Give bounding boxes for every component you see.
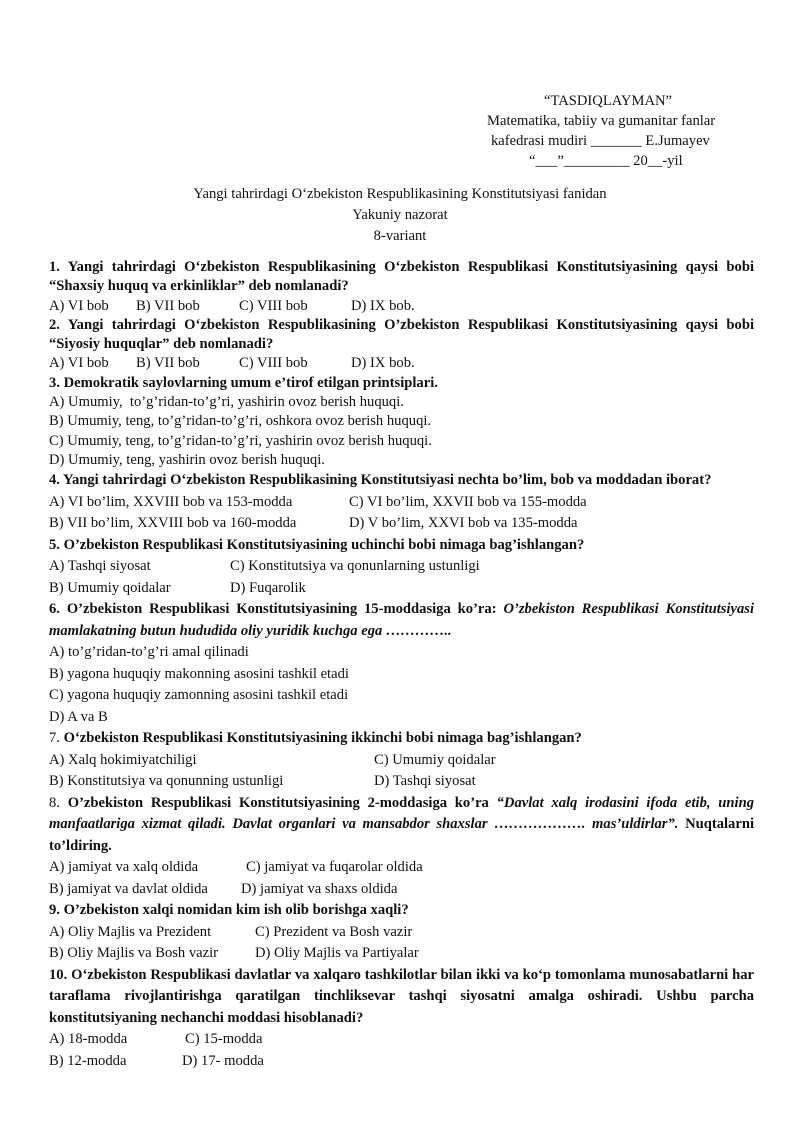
- option-d: D) IX bob.: [351, 355, 415, 372]
- options-row: [49, 879, 754, 901]
- question-1: [49, 258, 754, 316]
- question-2: [49, 316, 754, 374]
- question-10: [49, 965, 754, 1073]
- option-b: B) jamiyat va davlat oldida: [49, 880, 208, 897]
- option-a: A) Tashqi siyosat: [49, 558, 151, 575]
- option-c: C) VI bo’lim, XXVII bob va 155-modda: [349, 493, 587, 510]
- option-c: C) 15-modda: [185, 1031, 263, 1048]
- option-b: B) Umumiy, teng, to’g’ridan-to’g’ri, oshkora ovoz berish huquqi.: [49, 413, 432, 430]
- approval-date: “___”_________ 20__-yil: [529, 153, 683, 169]
- question-lead: 6. O’zbekiston Respublikasi Konstitutsiyasining 15-moddasiga ko’ra:: [49, 601, 504, 618]
- options-row: [49, 1029, 754, 1051]
- option-a: A) VI bob: [49, 355, 109, 372]
- option-d: D) V bo’lim, XXVI bob va 135-modda: [349, 515, 578, 532]
- question-5: [49, 535, 754, 600]
- option-b: B) Konstitutsiya va qonunning ustunligi: [49, 773, 284, 790]
- options-row: [49, 354, 754, 373]
- option-b: B) yagona huquqiy makonning asosini tashkil etadi: [49, 665, 349, 682]
- question-4: [49, 470, 754, 535]
- question-body: O‘zbekiston Respublikasi Konstitutsiyasining ikkinchi bobi nimaga bag’ishlangan?: [63, 730, 582, 747]
- question-number: 7.: [49, 730, 64, 747]
- option-b: B) Oliy Majlis va Bosh vazir: [49, 945, 219, 962]
- exam-type: Yakuniy nazorat: [352, 207, 448, 223]
- question-text: 9. O’zbekiston xalqi nomidan kim ish olib borishga xaqli?: [49, 902, 409, 919]
- question-text: 2. Yangi tahrirdagi O‘zbekiston Respublikasining O’zbekiston Respublikasi Konstitutsiyasining qaysi bobi “Siyosiy huquqlar” deb nomlanadi?: [49, 316, 754, 353]
- option-a: A) Umumiy, to’g’ridan-to’g’ri, yashirin ovoz berish huquqi.: [49, 394, 404, 411]
- option-b: B) VII bob: [136, 355, 200, 372]
- approval-signature: kafedrasi mudiri _______ E.Jumayev: [491, 133, 710, 149]
- question-lead: O’zbekiston Respublikasi Konstitutsiyasining 2-moddasiga ko’ra: [67, 794, 497, 811]
- options-row: [49, 922, 754, 944]
- option-b: B) 12-modda: [49, 1052, 127, 1069]
- option-a: A) Oliy Majlis va Prezident: [49, 923, 212, 940]
- options-row: [49, 857, 754, 879]
- variant-label: 8-variant: [373, 228, 427, 244]
- option-d: D) Tashqi siyosat: [374, 773, 476, 790]
- option-c: C) Umumiy qoidalar: [374, 751, 496, 768]
- option-d: D) 17- modda: [182, 1052, 264, 1069]
- option-a: A) 18-modda: [49, 1031, 128, 1048]
- question-9: [49, 900, 754, 965]
- option-a: A) Xalq hokimiyatchiligi: [49, 751, 197, 768]
- question-number: 8.: [49, 794, 68, 811]
- question-text: 5. O’zbekiston Respublikasi Konstitutsiyasining uchinchi bobi nimaga bag’ishlangan?: [49, 536, 585, 553]
- option-a: A) to’g’ridan-to’g’ri amal qilinadi: [49, 644, 249, 661]
- option-d: D) Fuqarolik: [230, 579, 306, 596]
- option-d: D) A va B: [49, 708, 108, 725]
- question-8: [49, 793, 754, 901]
- question-list: [49, 258, 754, 1072]
- course-title: Yangi tahrirdagi O‘zbekiston Respublikasining Konstitutsiyasi fanidan: [193, 186, 607, 202]
- question-text: 4. Yangi tahrirdagi O‘zbekiston Respublikasining Konstitutsiyasi nechta bo’lim, bob va moddadan iborat?: [49, 472, 712, 489]
- options-row: [49, 750, 754, 772]
- options-row: [49, 492, 754, 514]
- option-c: C) Prezident va Bosh vazir: [255, 923, 413, 940]
- question-text: 10. O‘zbekiston Respublikasi davlatlar va xalqaro tashkilotlar bilan ikki va ko‘p tomonlama munosabatlarni har taraflama rivojlantirishga qaratilgan tinchliksevar tashqi siyosatni amalga oshiradi. Ushbu parcha konstitutsiyaning nechanchi moddasi hisoblanadi?: [49, 966, 754, 1026]
- option-c: C) yagona huquqiy zamonning asosini tashkil etadi: [49, 687, 349, 704]
- question-text: [49, 728, 754, 750]
- question-quote: O’zbekiston Respublikasi Konstitutsiyasi mamlakatning butun hududida oliy yuridik kuchga ega …………..: [49, 601, 755, 639]
- option-c: C) VIII bob: [239, 355, 308, 372]
- option-d: D) IX bob.: [351, 297, 415, 314]
- option-c: C) Umumiy, teng, to’g’ridan-to’g’ri, yashirin ovoz berish huquqi.: [49, 432, 432, 449]
- option-c: C) VIII bob: [239, 297, 308, 314]
- option-a: A) jamiyat va xalq oldida: [49, 859, 199, 876]
- option-c: C) jamiyat va fuqarolar oldida: [246, 859, 423, 876]
- options-row: [49, 1051, 754, 1073]
- option-a: A) VI bo’lim, XXVIII bob va 153-modda: [49, 493, 293, 510]
- options-row: [49, 513, 754, 535]
- option-c: C) Konstitutsiya va qonunlarning ustunligi: [230, 558, 480, 575]
- question-text: 1. Yangi tahrirdagi O‘zbekiston Respublikasining O‘zbekiston Respublikasi Konstitutsiyasining qaysi bobi “Shaxsiy huquq va erkinliklar” deb nomlanadi?: [49, 259, 754, 295]
- option-b: B) Umumiy qoidalar: [49, 579, 171, 596]
- options-row: [49, 578, 754, 600]
- question-6: [49, 599, 754, 728]
- options-row: [49, 297, 754, 316]
- approval-title: “TASDIQLAYMAN”: [544, 93, 673, 109]
- options-row: [49, 943, 754, 965]
- approval-block: [487, 91, 777, 171]
- option-a: A) VI bob: [49, 297, 109, 314]
- question-instruction: Nuqtalarni to’ldiring.: [49, 816, 754, 854]
- question-text: 3. Demokratik saylovlarning umum e’tirof etilgan printsiplari.: [49, 374, 438, 391]
- option-d: D) Umumiy, teng, yashirin ovoz berish huquqi.: [49, 451, 325, 468]
- approval-department: Matematika, tabiiy va gumanitar fanlar: [487, 113, 716, 129]
- question-text: [49, 793, 754, 858]
- question-quote: “Davlat xalq irodasini ifoda etib, uning manfaatlariga xizmat qiladi. Davlat organlari va mansabdor shaxslar ………………. mas’uldirlar”.: [49, 794, 754, 833]
- option-b: B) VII bo’lim, XXVIII bob va 160-modda: [49, 515, 297, 532]
- question-3: [49, 374, 754, 470]
- option-b: B) VII bob: [136, 297, 200, 314]
- options-row: [49, 771, 754, 793]
- question-7: [49, 728, 754, 793]
- exam-header: [0, 184, 800, 247]
- option-d: D) jamiyat va shaxs oldida: [241, 880, 398, 897]
- options-row: [49, 556, 754, 578]
- option-d: D) Oliy Majlis va Partiyalar: [255, 945, 419, 962]
- question-text: [49, 599, 754, 642]
